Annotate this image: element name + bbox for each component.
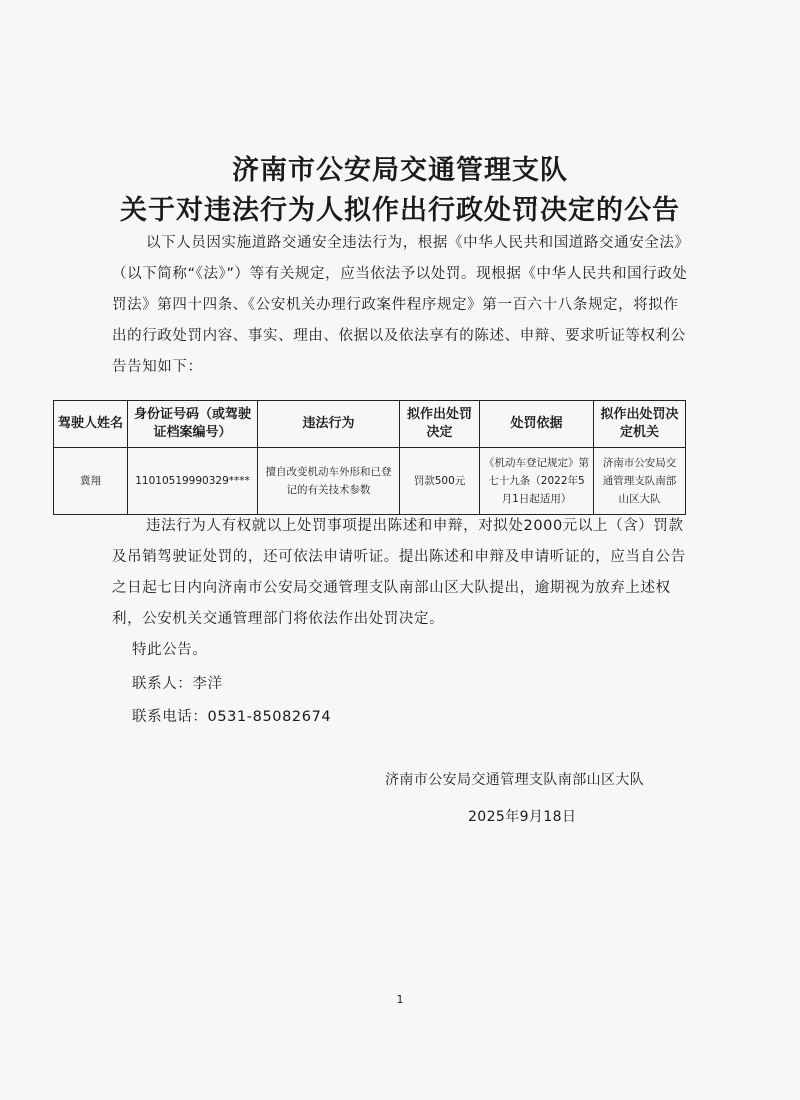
document-title-line-1: 济南市公安局交通管理支队 bbox=[232, 155, 568, 186]
header-proposed-penalty: 拟作出处罚决定 bbox=[400, 401, 480, 448]
cell-id-number: 11010519990329**** bbox=[128, 448, 258, 515]
rights-text: 违法行为人有权就以上处罚事项提出陈述和申辩，对拟处2000元以上（含）罚款及吊销驾驶证处罚的，还可依法申请听证。提出陈述和申辩及申请听证的，应当自公告之日起七日内向济南市公安局交通管理支队南部山区大队提出，逾期视为放弃上述权利，公安机关交通管理部门将依法作出处罚决定。 bbox=[112, 518, 686, 627]
table-header-row bbox=[54, 401, 686, 448]
cell-driver-name: 冀翔 bbox=[54, 448, 128, 515]
header-violation: 违法行为 bbox=[258, 401, 400, 448]
header-authority: 拟作出处罚决定机关 bbox=[594, 401, 686, 448]
page-number: 1 bbox=[396, 993, 404, 1006]
closing-line: 特此公告。 bbox=[132, 642, 208, 658]
cell-authority: 济南市公安局交通管理支队南部山区大队 bbox=[594, 448, 686, 515]
cell-legal-basis: 《机动车登记规定》第七十九条（2022年5月1日起适用） bbox=[480, 448, 594, 515]
document-title-line-2: 关于对违法行为人拟作出行政处罚决定的公告 bbox=[120, 195, 680, 226]
intro-text: 以下人员因实施道路交通安全违法行为，根据《中华人民共和国道路交通安全法》（以下简称“《法》”）等有关规定，应当依法予以处罚。现根据《中华人民共和国行政处罚法》第四十四条、《公安机关办理行政案件程序规定》第一百六十八条规定，将拟作出的行政处罚内容、事实、理由、依据以及依法享有的陈述、申辩、要求听证等权利公告告知如下： bbox=[112, 235, 690, 375]
header-driver-name: 驾驶人姓名 bbox=[54, 401, 128, 448]
signature-organization: 济南市公安局交通管理支队南部山区大队 bbox=[385, 772, 645, 788]
contact-phone: 联系电话：0531-85082674 bbox=[132, 709, 332, 725]
contact-person: 联系人：李洋 bbox=[132, 676, 223, 692]
header-id-number: 身份证号码（或驾驶证档案编号） bbox=[128, 401, 258, 448]
rights-paragraph bbox=[112, 511, 692, 635]
intro-paragraph bbox=[112, 228, 692, 383]
cell-violation: 擅自改变机动车外形和已登记的有关技术参数 bbox=[258, 448, 400, 515]
signature-date: 2025年9月18日 bbox=[468, 809, 577, 825]
table-row bbox=[54, 448, 686, 515]
header-legal-basis: 处罚依据 bbox=[480, 401, 594, 448]
cell-proposed-penalty: 罚款500元 bbox=[400, 448, 480, 515]
penalty-table bbox=[53, 400, 686, 515]
